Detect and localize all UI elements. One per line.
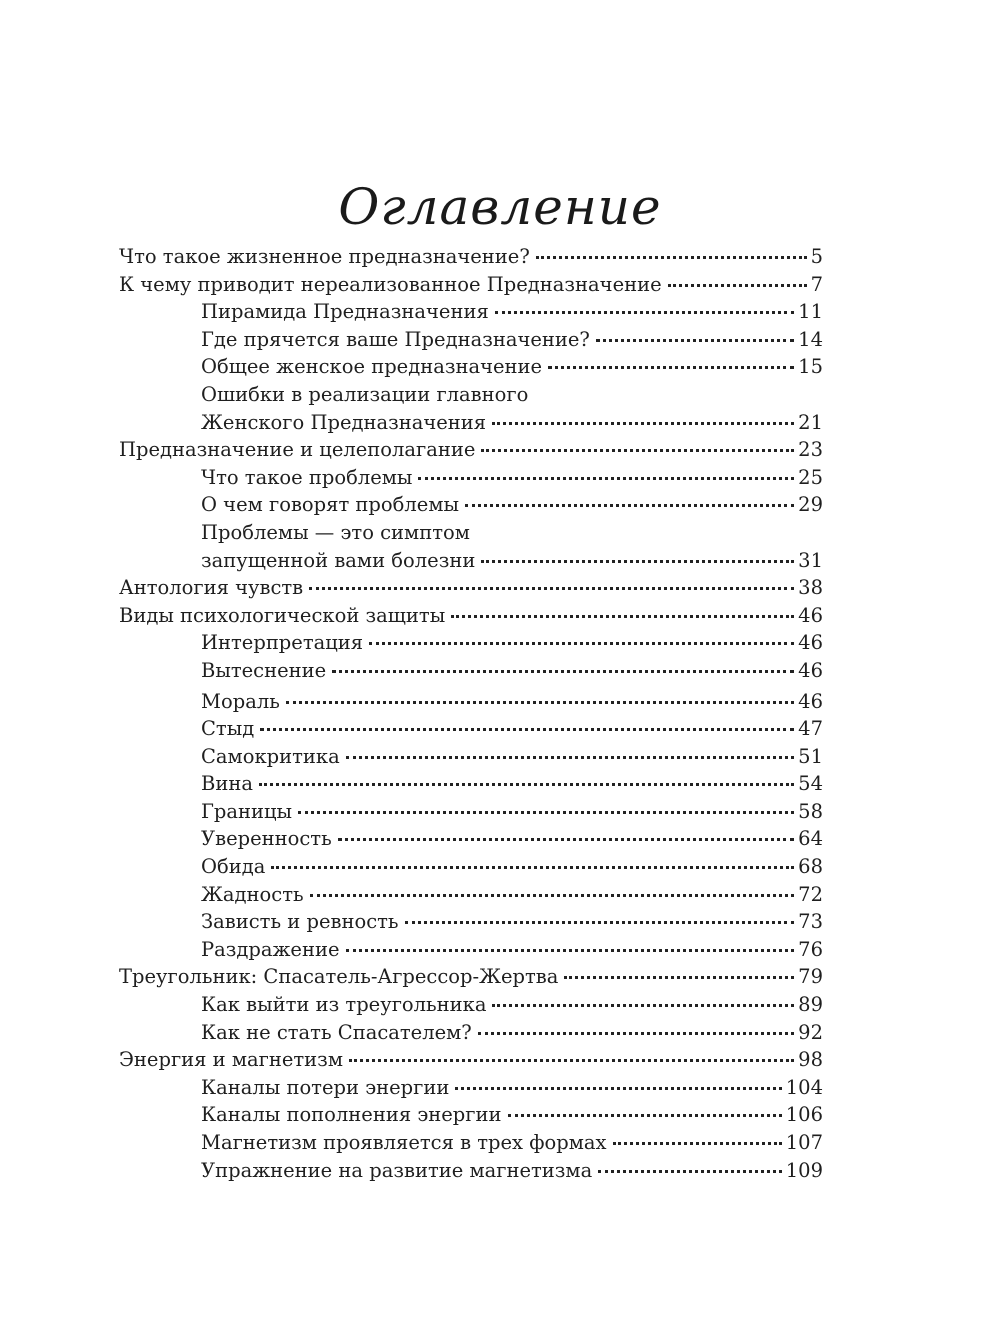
dot-leader — [596, 339, 794, 342]
toc-entry — [119, 1019, 823, 1047]
toc-entry-title: Уверенность — [201, 827, 332, 851]
toc-entry — [119, 770, 823, 798]
toc-entry-page-number: 73 — [798, 910, 823, 934]
toc-entry-title: Зависть и ревность — [201, 910, 399, 934]
toc-entry — [119, 353, 823, 381]
toc-entry-page-number: 92 — [798, 1020, 823, 1044]
toc-entry — [119, 798, 823, 826]
dot-leader — [481, 560, 794, 563]
toc-entry-title: Женского Предназначения — [201, 410, 487, 434]
dot-leader — [598, 1170, 782, 1173]
toc-entry-page-number: 29 — [798, 493, 823, 517]
dot-leader — [668, 284, 807, 287]
toc-entry — [119, 881, 823, 909]
toc-entry — [119, 547, 823, 575]
dot-leader — [349, 1059, 794, 1062]
dot-leader — [310, 894, 795, 897]
toc-entry-title: Что такое жизненное предназначение? — [119, 245, 530, 268]
toc-entry-title: Энергия и магнетизм — [119, 1048, 343, 1072]
toc-entry-page-number: 107 — [785, 1131, 823, 1154]
toc-entry-page-number: 46 — [798, 689, 823, 713]
toc-entry-page-number: 11 — [798, 300, 823, 324]
toc-entry — [119, 825, 823, 853]
toc-entry-title: Виды психологической защиты — [119, 603, 446, 627]
dot-leader — [508, 1114, 782, 1117]
toc-entry — [119, 464, 823, 492]
toc-entry — [119, 991, 823, 1019]
dot-leader — [346, 756, 794, 759]
toc-entry-page-number: 106 — [785, 1103, 823, 1127]
toc-entry-title: Раздражение — [201, 937, 340, 961]
toc-entry — [119, 629, 823, 657]
toc-entry — [119, 271, 823, 299]
toc-entry-page-number: 76 — [798, 937, 823, 961]
toc-entry-page-number: 89 — [798, 993, 823, 1017]
dot-leader — [455, 1087, 781, 1090]
toc-entry-title: Упражнение на развитие магнетизма — [201, 1158, 593, 1182]
toc-entry-page-number: 46 — [798, 631, 823, 655]
toc-entry — [119, 298, 823, 326]
toc-entry-page-number: 5 — [810, 245, 823, 268]
toc-entry — [119, 491, 823, 519]
dot-leader — [536, 256, 807, 259]
toc-entry-title: Границы — [201, 799, 293, 823]
toc-entry-title: Вина — [201, 772, 253, 796]
toc-entry — [119, 243, 823, 271]
dot-leader — [259, 783, 794, 786]
toc-entry-page-number: 68 — [798, 855, 823, 879]
dot-leader — [492, 1004, 794, 1007]
toc-entry-page-number: 64 — [798, 827, 823, 851]
toc-entry — [119, 1129, 823, 1157]
dot-leader — [338, 838, 794, 841]
toc-entry — [119, 1046, 823, 1074]
toc-entry — [119, 436, 823, 464]
toc-entry-page-number: 21 — [798, 410, 823, 434]
dot-leader — [465, 504, 794, 507]
toc-entry-title: Самокритика — [201, 744, 340, 768]
toc-entry — [119, 574, 823, 602]
toc-entry — [119, 743, 823, 771]
toc-entry-page-number: 38 — [798, 576, 823, 600]
dot-leader — [418, 477, 794, 480]
dot-leader — [405, 921, 795, 924]
toc-entry — [119, 1101, 823, 1129]
toc-entry — [119, 409, 823, 437]
toc-entry-page-number: 15 — [798, 355, 823, 379]
toc-entry-page-number: 23 — [798, 438, 823, 462]
toc-entry-page-number: 46 — [798, 603, 823, 627]
dot-leader — [481, 449, 794, 452]
toc-entry-page-number: 72 — [798, 882, 823, 906]
dot-leader — [451, 615, 794, 618]
toc-entry-title: О чем говорят проблемы — [201, 493, 460, 517]
toc-entry — [119, 688, 823, 716]
toc-entry-title: Ошибки в реализации главного — [201, 382, 529, 406]
dot-leader — [369, 642, 794, 645]
toc-entry-page-number: 51 — [798, 744, 823, 768]
toc-entry-title: Стыд — [201, 717, 255, 741]
toc-entry-title: Пирамида Предназначения — [201, 300, 489, 324]
toc-entry-page-number: 109 — [785, 1158, 823, 1182]
toc-entry — [119, 381, 823, 409]
toc-entry-page-number: 54 — [798, 772, 823, 796]
toc-entry — [119, 657, 823, 685]
toc-entry-title: Магнетизм проявляется в трех формах — [201, 1131, 607, 1154]
dot-leader — [478, 1032, 794, 1035]
dot-leader — [495, 311, 794, 314]
toc-entry-title: Проблемы — это симптом — [201, 520, 470, 544]
toc-entry-title: Как не стать Спасателем? — [201, 1020, 472, 1044]
toc-entry-title: Общее женское предназначение — [201, 355, 543, 379]
dot-leader — [492, 422, 794, 425]
toc-entry-title: Антология чувств — [119, 576, 304, 600]
toc-entry-title: Вытеснение — [201, 658, 327, 682]
toc-entry — [119, 602, 823, 630]
dot-leader — [346, 949, 795, 952]
toc-entry-page-number: 46 — [798, 658, 823, 682]
toc-entry-title: Мораль — [201, 689, 280, 713]
toc-entry-title: Треугольник: Спасатель-Агрессор-Жертва — [119, 965, 559, 989]
toc-entry-page-number: 58 — [798, 799, 823, 823]
toc-entry-title: Обида — [201, 855, 266, 879]
table-of-contents — [119, 243, 823, 1184]
toc-entry-page-number: 7 — [810, 272, 823, 296]
toc-entry — [119, 853, 823, 881]
toc-entry — [119, 936, 823, 964]
dot-leader — [298, 811, 794, 814]
toc-entry-page-number: 47 — [798, 717, 823, 741]
dot-leader — [260, 728, 794, 731]
toc-entry-title: Каналы пополнения энергии — [201, 1103, 502, 1127]
toc-entry-title: Каналы потери энергии — [201, 1075, 450, 1099]
toc-entry-page-number: 14 — [798, 327, 823, 351]
toc-entry-title: Как выйти из треугольника — [201, 993, 487, 1017]
toc-entry — [119, 1074, 823, 1102]
toc-entry-title: Интерпретация — [201, 631, 364, 655]
toc-entry-page-number: 25 — [798, 465, 823, 489]
toc-entry-title: К чему приводит нереализованное Предназначение — [119, 272, 662, 296]
toc-entry — [119, 519, 823, 547]
dot-leader — [548, 366, 794, 369]
dot-leader — [309, 587, 794, 590]
toc-entry — [119, 963, 823, 991]
toc-entry — [119, 715, 823, 743]
dot-leader — [286, 701, 794, 704]
dot-leader — [271, 866, 794, 869]
toc-entry-page-number: 104 — [785, 1075, 823, 1099]
toc-entry-title: Жадность — [201, 882, 304, 906]
toc-entry — [119, 908, 823, 936]
dot-leader — [332, 670, 794, 673]
toc-entry — [119, 1157, 823, 1185]
toc-entry-title: Где прячется ваше Предназначение? — [201, 327, 590, 351]
toc-entry-title: Предназначение и целеполагание — [119, 438, 476, 462]
toc-entry-title: запущенной вами болезни — [201, 548, 476, 572]
toc-entry-page-number: 31 — [798, 548, 823, 572]
toc-entry — [119, 326, 823, 354]
page-title: Оглавление — [338, 178, 662, 236]
toc-entry-page-number: 98 — [798, 1048, 823, 1072]
toc-entry-page-number: 79 — [798, 965, 823, 989]
dot-leader — [564, 976, 794, 979]
dot-leader — [613, 1142, 782, 1145]
toc-entry-title: Что такое проблемы — [201, 465, 413, 489]
